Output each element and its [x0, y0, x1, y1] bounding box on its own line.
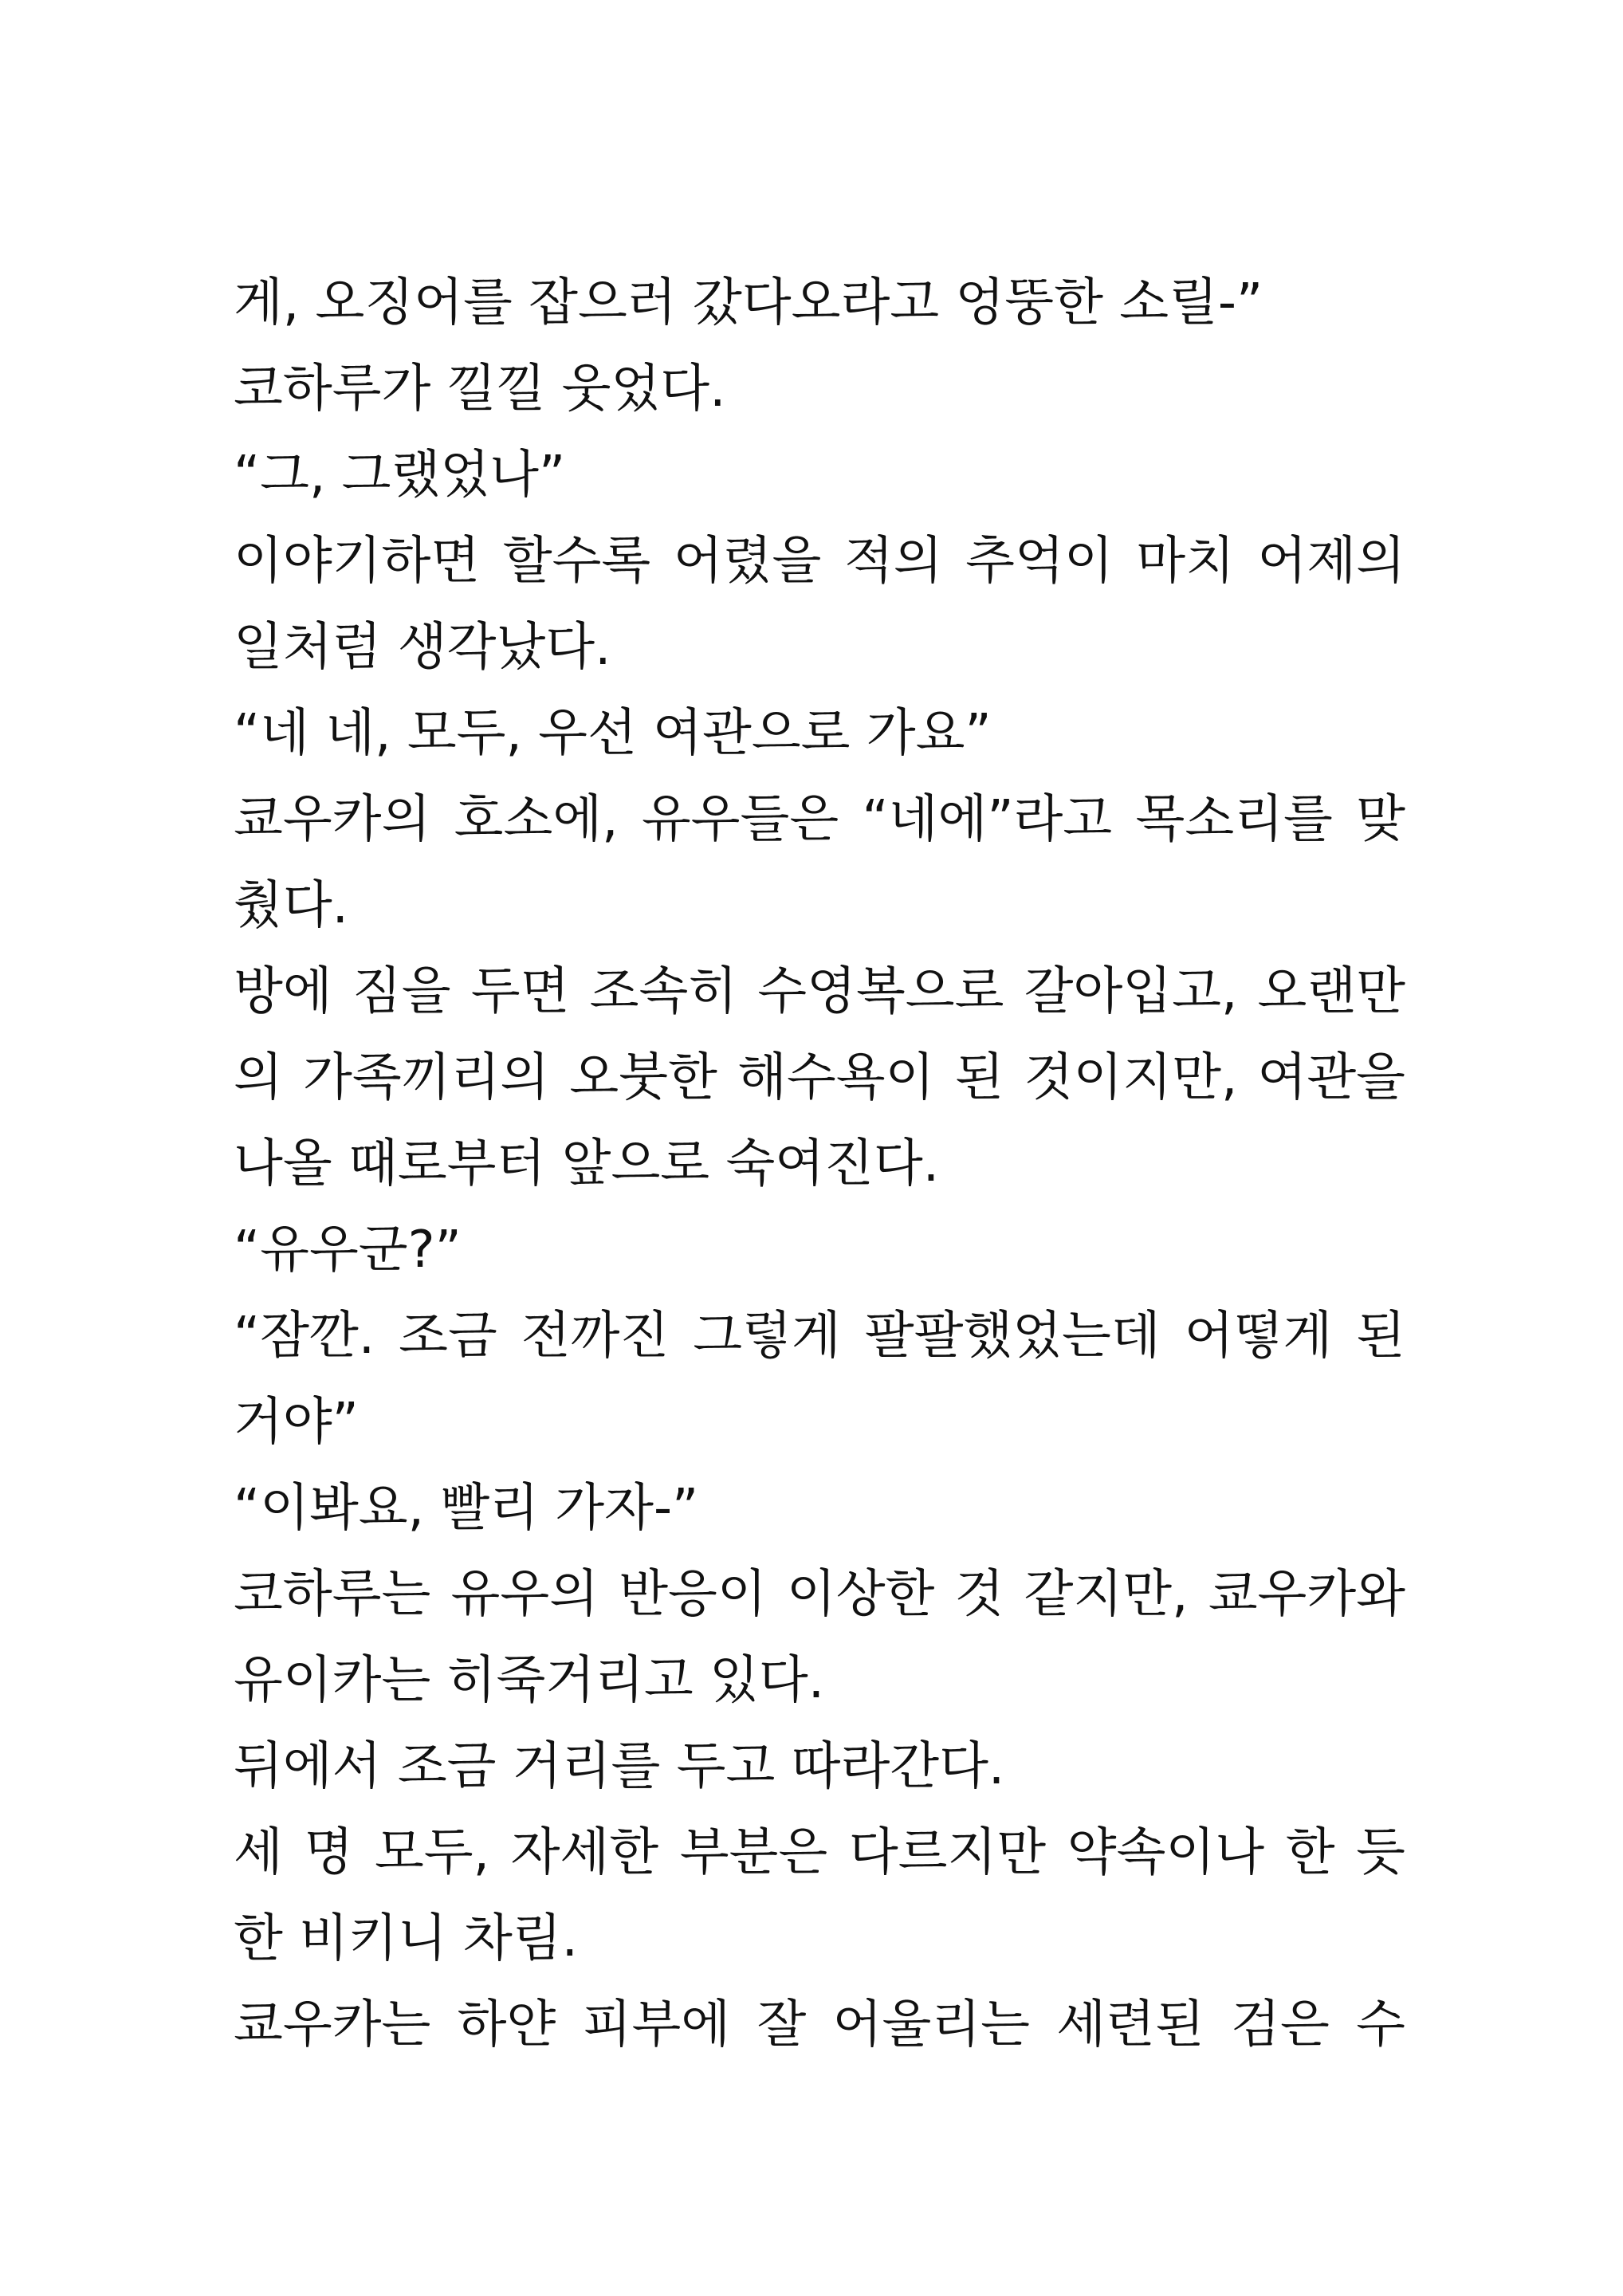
text-line: 코하루는 유우의 반응이 이상한 것 같지만, 쿄우카와 [234, 1565, 1405, 1624]
text-line: 코하루가 낄낄 웃었다. [234, 360, 726, 419]
text-line: 쿄우카의 호소에, 유우들은 “네에”라고 목소리를 맞 [234, 790, 1405, 849]
text-line: “유우군?” [234, 1221, 462, 1280]
text-line: 유이카는 히죽거리고 있다. [234, 1651, 825, 1710]
text-line: “잠깐. 조금 전까진 그렇게 팔팔했었는데 어떻게 된 [234, 1307, 1405, 1366]
body-text [234, 260, 1405, 2068]
text-line: 한 비키니 차림. [234, 1909, 578, 1968]
text-line: “네 네, 모두, 우선 여관으로 가요” [234, 704, 992, 763]
text-line: “그, 그랬었나” [234, 446, 566, 505]
text-line: 방에 짐을 두면 조속히 수영복으로 갈아입고, 오랜만 [234, 962, 1405, 1021]
text-line: 일처럼 생각났다. [234, 618, 611, 677]
text-line: 췄다. [234, 876, 348, 935]
text-line: 나올 때로부터 앞으로 숙여진다. [234, 1134, 940, 1193]
text-line: 쿄우카는 하얀 피부에 잘 어울리는 세련된 검은 수 [234, 1995, 1405, 2054]
text-line: 뒤에서 조금 거리를 두고 따라간다. [234, 1737, 1005, 1796]
text-line: 이야기하면 할수록 어렸을 적의 추억이 마치 어제의 [234, 532, 1405, 591]
text-line: 게, 오징어를 잡으러 갔다오라고 엉뚱한 소릴-” [234, 273, 1263, 332]
text-line: “이봐요, 빨리 가자-” [234, 1479, 699, 1538]
text-line: 의 가족끼리의 오붓한 해수욕이 된 것이지만, 여관을 [234, 1048, 1405, 1107]
text-line: 거야” [234, 1393, 359, 1452]
text-line: 세 명 모두, 자세한 부분은 다르지만 약속이나 한 듯 [234, 1823, 1405, 1882]
